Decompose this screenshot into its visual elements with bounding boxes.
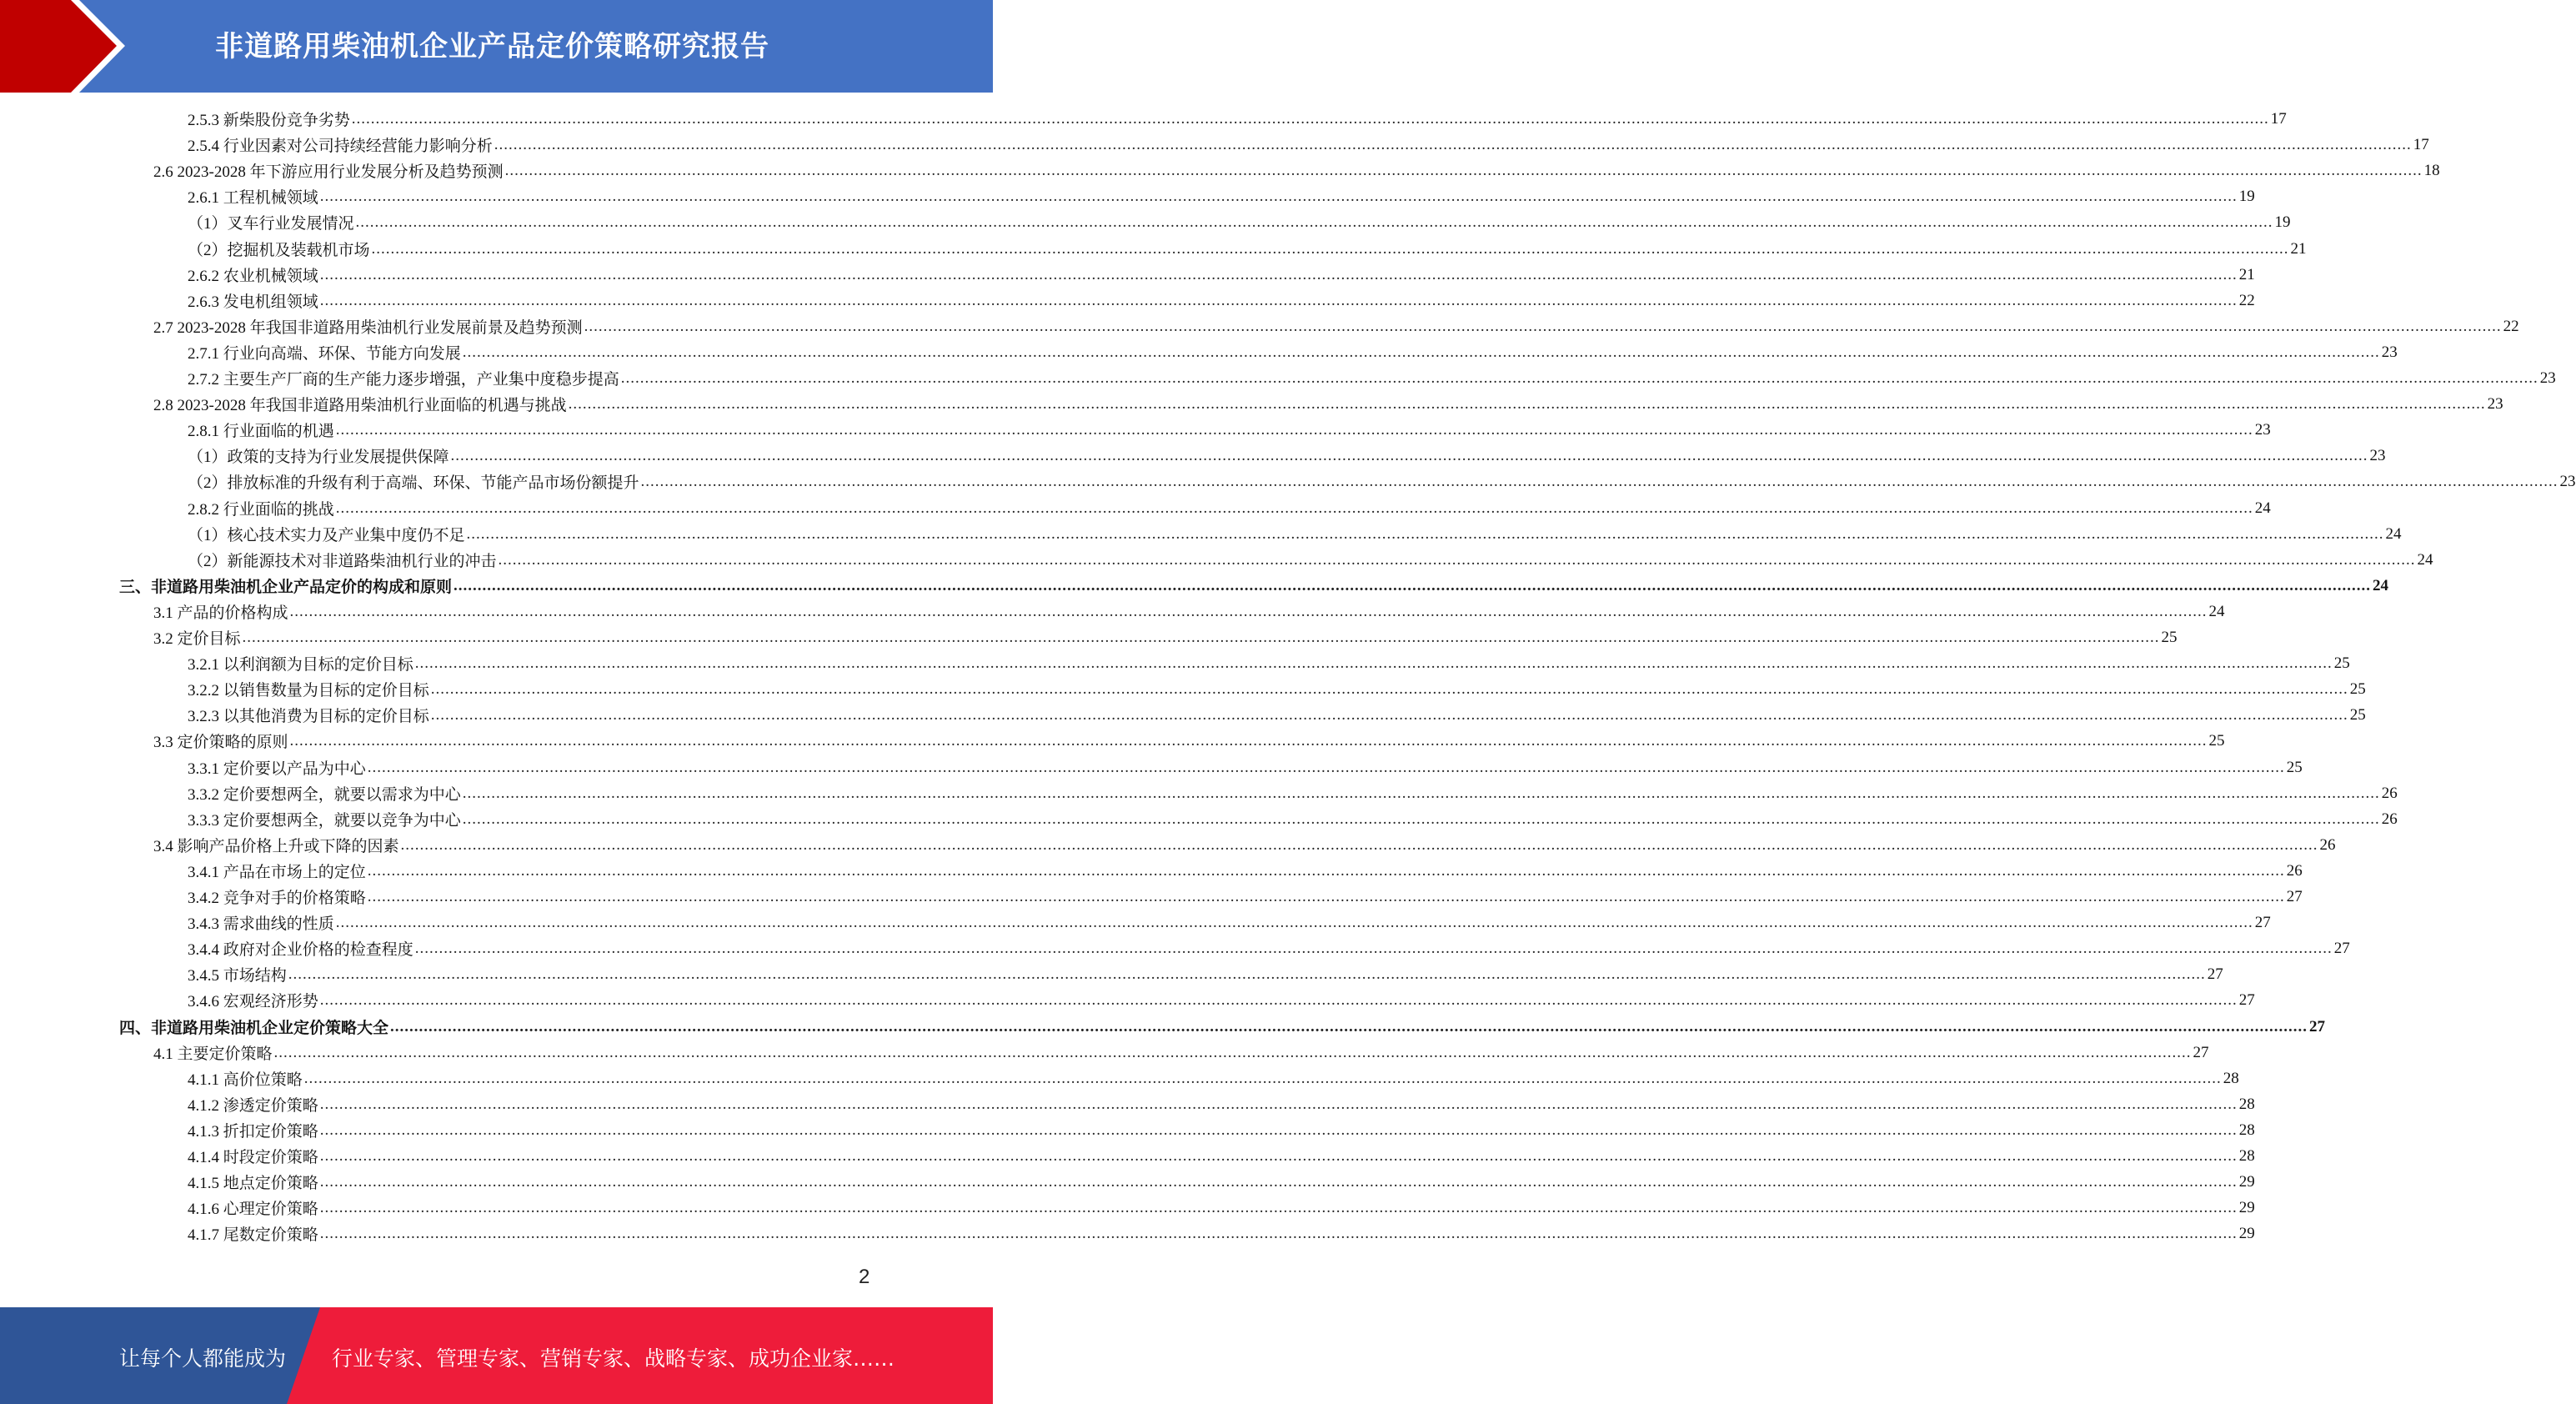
toc-dot-leader: ................................................................................................................................................................................................................................................................................................................................................................................................................ <box>319 291 2238 309</box>
toc-entry[interactable] <box>188 132 2429 158</box>
toc-entry-page: 27 <box>2333 939 2350 957</box>
toc-entry-page: 19 <box>2238 187 2255 205</box>
toc-dot-leader: ................................................................................................................................................................................................................................................................................................................................................................................................................ <box>335 499 2253 517</box>
toc-entry-page: 24 <box>2254 499 2271 517</box>
toc-dot-leader: ................................................................................................................................................................................................................................................................................................................................................................................................................ <box>462 810 2380 828</box>
toc-entry-page: 27 <box>2286 887 2303 905</box>
toc-dot-leader: ................................................................................................................................................................................................................................................................................................................................................................................................................ <box>494 135 2412 153</box>
toc-entry[interactable] <box>153 624 2178 650</box>
toc-dot-leader: ................................................................................................................................................................................................................................................................................................................................................................................................................ <box>371 239 2289 258</box>
toc-entry-title: 3.3.2 定价要想两全，就要以需求为中心 <box>188 786 461 804</box>
toc-dot-leader: ................................................................................................................................................................................................................................................................................................................................................................................................................ <box>319 265 2238 283</box>
toc-entry-title: 4.1.6 心理定价策略 <box>188 1201 318 1218</box>
toc-entry-page: 23 <box>2254 420 2271 439</box>
toc-entry[interactable] <box>188 1195 2255 1221</box>
toc-entry[interactable] <box>188 961 2223 987</box>
toc-entry-page: 27 <box>2309 1017 2326 1035</box>
toc-dot-leader: ................................................................................................................................................................................................................................................................................................................................................................................................................ <box>335 420 2253 439</box>
toc-entry[interactable] <box>188 1143 2255 1169</box>
toc-entry-title: 4.1.3 折扣定价策略 <box>188 1123 318 1141</box>
toc-dot-leader: ................................................................................................................................................................................................................................................................................................................................................................................................................ <box>335 913 2253 931</box>
toc-entry[interactable] <box>188 236 2307 262</box>
toc-entry-title: 三、非道路用柴油机企业产品定价的构成和原则 <box>119 579 453 596</box>
toc-dot-leader: ................................................................................................................................................................................................................................................................................................................................................................................................................ <box>430 705 2348 724</box>
toc-entry[interactable] <box>153 599 2225 624</box>
toc-entry-page: 27 <box>2238 990 2255 1009</box>
toc-entry-page: 24 <box>2385 524 2402 543</box>
toc-dot-leader: ................................................................................................................................................................................................................................................................................................................................................................................................................ <box>414 654 2333 672</box>
toc-entry[interactable] <box>188 1169 2255 1195</box>
toc-entry-title: 4.1.7 尾数定价策略 <box>188 1226 318 1244</box>
toc-entry[interactable] <box>153 158 2440 183</box>
toc-entry[interactable] <box>188 650 2350 676</box>
toc-dot-leader: ................................................................................................................................................................................................................................................................................................................................................................................................................ <box>466 524 2384 543</box>
toc-dot-leader: ................................................................................................................................................................................................................................................................................................................................................................................................................ <box>319 1224 2238 1242</box>
toc-entry[interactable] <box>188 780 2398 806</box>
toc-dot-leader: ................................................................................................................................................................................................................................................................................................................................................................................................................ <box>319 1172 2238 1191</box>
toc-entry-title: 2.7.1 行业向高端、环保、节能方向发展 <box>188 345 461 363</box>
toc-entry[interactable] <box>188 1066 2239 1091</box>
toc-entry-title: 2.5.3 新柴股份竞争劣势 <box>188 112 350 129</box>
toc-entry-page: 29 <box>2238 1224 2255 1242</box>
toc-dot-leader: ................................................................................................................................................................................................................................................................................................................................................................................................................ <box>303 1069 2222 1087</box>
toc-entry-title: 4.1.5 地点定价策略 <box>188 1175 318 1192</box>
toc-entry[interactable] <box>188 935 2350 961</box>
toc-entry-title: 3.2.1 以利润额为目标的定价目标 <box>188 656 413 674</box>
toc-dot-leader: ................................................................................................................................................................................................................................................................................................................................................................................................................ <box>319 187 2238 205</box>
toc-entry-page: 21 <box>2238 265 2255 283</box>
toc-entry-page: 25 <box>2333 654 2350 672</box>
toc-entry[interactable] <box>188 1221 2255 1246</box>
toc-dot-leader: ................................................................................................................................................................................................................................................................................................................................................................................................................ <box>640 472 2558 490</box>
toc-dot-leader: ................................................................................................................................................................................................................................................................................................................................................................................................................ <box>273 1043 2192 1061</box>
toc-entry[interactable] <box>153 1040 2209 1066</box>
toc-dot-leader: ................................................................................................................................................................................................................................................................................................................................................................................................................ <box>319 1198 2238 1216</box>
page-header <box>0 0 993 93</box>
toc-entry-title: 3.3.3 定价要想两全，就要以竞争为中心 <box>188 812 461 830</box>
toc-entry[interactable] <box>153 832 2336 858</box>
toc-entry-title: 2.8 2023-2028 年我国非道路用柴油机行业面临的机遇与挑战 <box>153 397 567 414</box>
toc-entry-title: 4.1.1 高价位策略 <box>188 1071 303 1089</box>
toc-entry-title: 2.6 2023-2028 年下游应用行业发展分析及趋势预测 <box>153 163 504 181</box>
toc-entry-page: 27 <box>2193 1043 2209 1061</box>
toc-entry-page: 26 <box>2286 861 2303 880</box>
toc-entry-page: 28 <box>2238 1121 2255 1139</box>
toc-entry-title: 四、非道路用柴油机企业定价策略大全 <box>119 1020 389 1037</box>
toc-entry-page: 28 <box>2238 1146 2255 1165</box>
toc-entry[interactable] <box>119 573 2389 599</box>
toc-dot-leader: ................................................................................................................................................................................................................................................................................................................................................................................................................ <box>414 939 2333 957</box>
toc-dot-leader: ................................................................................................................................................................................................................................................................................................................................................................................................................ <box>568 394 2486 413</box>
toc-entry[interactable] <box>188 987 2255 1013</box>
footer-slogan-right: 行业专家、管理专家、营销专家、战略专家、成功企业家…… <box>332 1346 895 1371</box>
toc-entry-page: 25 <box>2349 705 2366 724</box>
toc-entry-title: 2.7 2023-2028 年我国非道路用柴油机行业发展前景及趋势预测 <box>153 319 583 337</box>
toc-entry-title: 4.1.4 时段定价策略 <box>188 1149 318 1166</box>
toc-entry[interactable] <box>153 391 2503 417</box>
toc-entry-title: 3.1 产品的价格构成 <box>153 604 288 622</box>
toc-entry-page: 25 <box>2349 679 2366 698</box>
toc-dot-leader: ................................................................................................................................................................................................................................................................................................................................................................................................................ <box>319 990 2238 1009</box>
toc-entry[interactable] <box>188 288 2255 313</box>
toc-entry-page: 24 <box>2417 550 2433 569</box>
toc-entry-page: 19 <box>2274 213 2291 231</box>
toc-entry-page: 22 <box>2503 317 2519 335</box>
toc-entry-title: 3.4.2 竞争对手的价格策略 <box>188 890 366 907</box>
toc-entry[interactable] <box>188 858 2303 884</box>
toc-dot-leader: ................................................................................................................................................................................................................................................................................................................................................................................................................ <box>288 965 2206 983</box>
toc-entry[interactable] <box>188 365 2556 391</box>
toc-entry[interactable] <box>188 884 2303 910</box>
page-number: 2 <box>859 1266 870 1288</box>
toc-entry-title: 2.6.2 农业机械领域 <box>188 268 318 285</box>
toc-entry-page: 22 <box>2238 291 2255 309</box>
toc-entry-page: 17 <box>2413 135 2429 153</box>
toc-dot-leader: ................................................................................................................................................................................................................................................................................................................................................................................................................ <box>319 1146 2238 1165</box>
toc-dot-leader: ................................................................................................................................................................................................................................................................................................................................................................................................................ <box>498 550 2416 569</box>
toc-entry[interactable] <box>188 806 2398 832</box>
toc-dot-leader: ................................................................................................................................................................................................................................................................................................................................................................................................................ <box>355 213 2273 231</box>
toc-entry-title: 4.1 主要定价策略 <box>153 1045 273 1063</box>
toc-entry[interactable] <box>188 443 2386 469</box>
footer-slogan-left: 让每个人都能成为 <box>119 1346 287 1371</box>
toc-entry-title: 2.5.4 行业因素对公司持续经营能力影响分析 <box>188 138 493 155</box>
toc-entry-page: 23 <box>2539 369 2556 387</box>
toc-dot-leader: ................................................................................................................................................................................................................................................................................................................................................................................................................ <box>462 343 2380 361</box>
toc-entry[interactable] <box>188 339 2398 365</box>
toc-dot-leader: ................................................................................................................................................................................................................................................................................................................................................................................................................ <box>400 835 2318 854</box>
toc-dot-leader: ................................................................................................................................................................................................................................................................................................................................................................................................................ <box>430 679 2348 698</box>
toc-entry[interactable] <box>188 755 2303 780</box>
toc-entry-title: 3.3.1 定价要以产品为中心 <box>188 760 366 778</box>
toc-dot-leader: ................................................................................................................................................................................................................................................................................................................................................................................................................ <box>504 161 2423 179</box>
toc-dot-leader: ................................................................................................................................................................................................................................................................................................................................................................................................................ <box>390 1017 2308 1035</box>
toc-entry[interactable] <box>188 1117 2255 1143</box>
toc-entry-title: 3.4.5 市场结构 <box>188 967 287 985</box>
toc-entry-title: 3.2.2 以销售数量为目标的定价目标 <box>188 682 429 699</box>
toc-entry[interactable] <box>188 547 2433 573</box>
toc-dot-leader: ................................................................................................................................................................................................................................................................................................................................................................................................................ <box>367 758 2285 776</box>
toc-dot-leader: ................................................................................................................................................................................................................................................................................................................................................................................................................ <box>289 602 2208 620</box>
toc-dot-leader: ................................................................................................................................................................................................................................................................................................................................................................................................................ <box>319 1121 2238 1139</box>
toc-dot-leader: ................................................................................................................................................................................................................................................................................................................................................................................................................ <box>242 628 2160 646</box>
toc-dot-leader: ................................................................................................................................................................................................................................................................................................................................................................................................................ <box>289 731 2208 750</box>
toc-entry-title: 3.4 影响产品价格上升或下降的因素 <box>153 838 399 855</box>
report-title: 非道路用柴油机企业产品定价策略研究报告 <box>215 30 769 63</box>
toc-entry[interactable] <box>188 495 2271 521</box>
toc-entry-page: 25 <box>2161 628 2178 646</box>
toc-entry-page: 26 <box>2381 810 2398 828</box>
toc-entry-page: 29 <box>2238 1172 2255 1191</box>
toc-entry[interactable] <box>188 910 2271 935</box>
toc-entry-title: 3.4.1 产品在市场上的定位 <box>188 864 366 881</box>
toc-dot-leader: ................................................................................................................................................................................................................................................................................................................................................................................................................ <box>351 109 2269 128</box>
toc-entry-page: 25 <box>2286 758 2303 776</box>
toc-entry-page: 23 <box>2369 446 2386 464</box>
toc-entry-title: 2.8.2 行业面临的挑战 <box>188 501 334 519</box>
toc-entry-title: （2）新能源技术对非道路柴油机行业的冲击 <box>188 553 497 570</box>
toc-dot-leader: ................................................................................................................................................................................................................................................................................................................................................................................................................ <box>367 887 2285 905</box>
toc-entry-page: 23 <box>2559 472 2576 490</box>
toc-entry[interactable] <box>188 1091 2255 1117</box>
toc-entry-title: 2.8.1 行业面临的机遇 <box>188 423 334 440</box>
toc-entry[interactable] <box>119 1014 2326 1040</box>
toc-entry-title: （2）挖掘机及装载机市场 <box>188 242 370 259</box>
toc-dot-leader: ................................................................................................................................................................................................................................................................................................................................................................................................................ <box>462 784 2380 802</box>
toc-entry-page: 28 <box>2223 1069 2239 1087</box>
toc-entry-title: 3.4.3 需求曲线的性质 <box>188 915 334 933</box>
toc-entry-page: 26 <box>2381 784 2398 802</box>
toc-entry-page: 27 <box>2207 965 2223 983</box>
toc-dot-leader: ................................................................................................................................................................................................................................................................................................................................................................................................................ <box>450 446 2368 464</box>
toc-entry-page: 23 <box>2381 343 2398 361</box>
toc-entry[interactable] <box>188 262 2255 288</box>
toc-entry[interactable] <box>188 183 2255 209</box>
toc-entry-title: 3.2 定价目标 <box>153 630 241 648</box>
toc-entry[interactable] <box>153 728 2225 754</box>
toc-entry[interactable] <box>188 521 2402 547</box>
toc-entry-title: 3.3 定价策略的原则 <box>153 734 288 751</box>
toc-entry-title: 3.4.6 宏观经济形势 <box>188 993 318 1010</box>
header-arrow-decoration <box>0 0 167 93</box>
toc-entry-title: 2.6.1 工程机械领域 <box>188 189 318 207</box>
toc-entry[interactable] <box>153 313 2519 339</box>
toc-entry-page: 26 <box>2319 835 2336 854</box>
toc-entry-page: 25 <box>2208 731 2225 750</box>
toc-entry-page: 21 <box>2290 239 2307 258</box>
toc-entry-title: （1）核心技术实力及产业集中度仍不足 <box>188 527 465 544</box>
toc-entry-page: 24 <box>2373 576 2389 594</box>
toc-entry-title: 3.2.3 以其他消费为目标的定价目标 <box>188 708 429 725</box>
toc-entry-page: 17 <box>2270 109 2287 128</box>
toc-entry-page: 27 <box>2254 913 2271 931</box>
toc-dot-leader: ................................................................................................................................................................................................................................................................................................................................................................................................................ <box>319 1095 2238 1113</box>
toc-entry[interactable] <box>188 106 2287 132</box>
toc-dot-leader: ................................................................................................................................................................................................................................................................................................................................................................................................................ <box>584 317 2502 335</box>
toc-dot-leader: ................................................................................................................................................................................................................................................................................................................................................................................................................ <box>367 861 2285 880</box>
toc-dot-leader: ................................................................................................................................................................................................................................................................................................................................................................................................................ <box>620 369 2538 387</box>
toc-entry-page: 23 <box>2487 394 2503 413</box>
toc-entry-title: （2）排放标准的升级有利于高端、环保、节能产品市场份额提升 <box>188 474 639 492</box>
toc-entry-title: 3.4.4 政府对企业价格的检查程度 <box>188 941 413 959</box>
toc-entry-page: 18 <box>2423 161 2440 179</box>
toc-entry[interactable] <box>188 702 2366 728</box>
toc-entry-page: 29 <box>2238 1198 2255 1216</box>
toc-entry-title: 2.7.2 主要生产厂商的生产能力逐步增强，产业集中度稳步提高 <box>188 371 619 389</box>
toc-entry-title: （1）叉车行业发展情况 <box>188 215 354 233</box>
toc-entry[interactable] <box>188 676 2366 702</box>
toc-entry-page: 28 <box>2238 1095 2255 1113</box>
toc-entry[interactable] <box>188 469 2576 494</box>
toc-entry-title: 4.1.2 渗透定价策略 <box>188 1097 318 1115</box>
toc-entry-page: 24 <box>2208 602 2225 620</box>
toc-entry-title: （1）政策的支持为行业发展提供保障 <box>188 449 449 466</box>
toc-entry-title: 2.6.3 发电机组领域 <box>188 293 318 311</box>
toc-entry[interactable] <box>188 417 2271 443</box>
toc-entry[interactable] <box>188 209 2291 235</box>
toc-dot-leader: ................................................................................................................................................................................................................................................................................................................................................................................................................ <box>454 576 2372 594</box>
page-footer <box>0 1307 993 1404</box>
